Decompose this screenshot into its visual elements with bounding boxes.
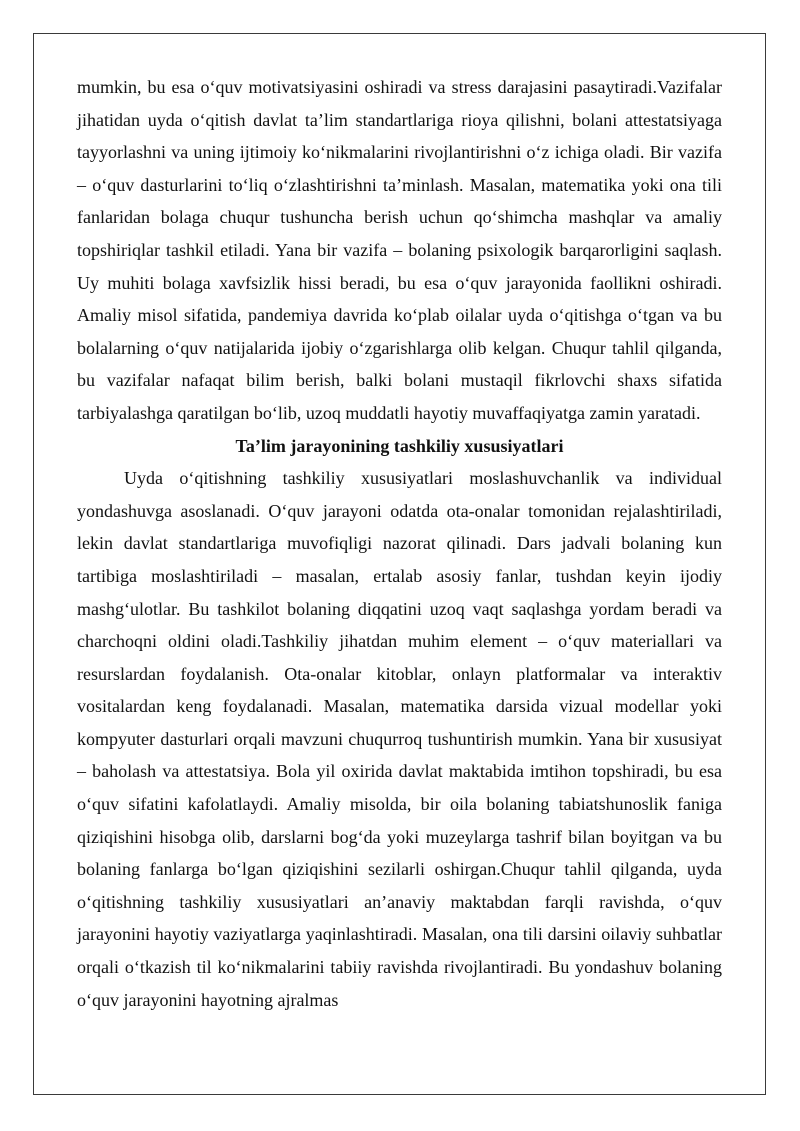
paragraph-organizational-features: Uyda o‘qitishning tashkiliy xususiyatlari moslashuvchanlik va individual yondashuvga asoslanadi. O‘quv jarayoni odatda ota-onalar tomonidan rejalashtiriladi, lekin davlat standartlariga muvofiqligi nazorat qilinadi. Dars jadvali bolaning kun tartibiga moslashtiriladi – masalan, ertalab asosiy fanlar, tushdan keyin ijodiy mashg‘ulotlar. Bu tashkilot bolaning diqqatini uzoq vaqt saqlashga yordam beradi va charchoqni oldini oladi.Tashkiliy jihatdan muhim element – o‘quv materiallari va resurslardan foydalanish. Ota-onalar kitoblar, onlayn platformalar va interaktiv vositalardan keng foydalanadi. Masalan, matematika darsida vizual modellar yoki kompyuter dasturlari orqali mavzuni chuqurroq tushuntirish mumkin. Yana bir xususiyat – baholash va attestatsiya. Bola yil oxirida davlat maktabida imtihon topshiradi, bu esa o‘quv sifatini kafolatlaydi. Amaliy misolda, bir oila bolaning tabiatshunoslik faniga qiziqishini hisobga olib, darslarni bog‘da yoki muzeylarga tashrif bilan boyitgan va bu bolaning fanlarga bo‘lgan qiziqishini sezilarli oshirgan.Chuqur tahlil qilganda, uyda o‘qitishning tashkiliy xususiyatlari an’anaviy maktabdan farqli ravishda, o‘quv jarayonini hayotiy vaziyatlarga yaqinlashtiradi. Masalan, ona tili darsini oilaviy suhbatlar orqali o‘tkazish til ko‘nikmalarini tabiiy ravishda rivojlantiradi. Bu yondashuv bolaning o‘quv jarayonini hayotning ajralmas (77, 468, 722, 1010)
paragraph-continued: mumkin, bu esa o‘quv motivatsiyasini oshiradi va stress darajasini pasaytiradi.Vazifalar jihatidan uyda o‘qitish davlat ta’lim standartlariga rioya qilishni, bolani attestatsiyaga tayyorlashni va uning ijtimoiy ko‘nikmalarini rivojlantirishni o‘z ichiga oladi. Bir vazifa – o‘quv dasturlarini to‘liq o‘zlashtirishni ta’minlash. Masalan, matematika yoki ona tili fanlaridan bolaga chuqur tushuncha berish uchun qo‘shimcha mashqlar va amaliy topshiriqlar tashkil etiladi. Yana bir vazifa – bolaning psixologik barqarorligini saqlash. Uy muhiti bolaga xavfsizlik hissi beradi, bu esa o‘quv jarayonida faollikni oshiradi. Amaliy misol sifatida, pandemiya davrida ko‘plab oilalar uyda o‘qitishga o‘tgan va bu bolalarning o‘quv natijalarida ijobiy o‘zgarishlarga olib kelgan. Chuqur tahlil qilganda, bu vazifalar nafaqat bilim berish, balki bolani mustaqil fikrlovchi shaxs sifatida tarbiyalashga qaratilgan bo‘lib, uzoq muddatli hayotiy muvaffaqiyatga zamin yaratadi. (77, 77, 722, 423)
document-body (77, 71, 722, 1016)
section-heading: Ta’lim jarayonining tashkiliy xususiyatlari (235, 435, 564, 456)
